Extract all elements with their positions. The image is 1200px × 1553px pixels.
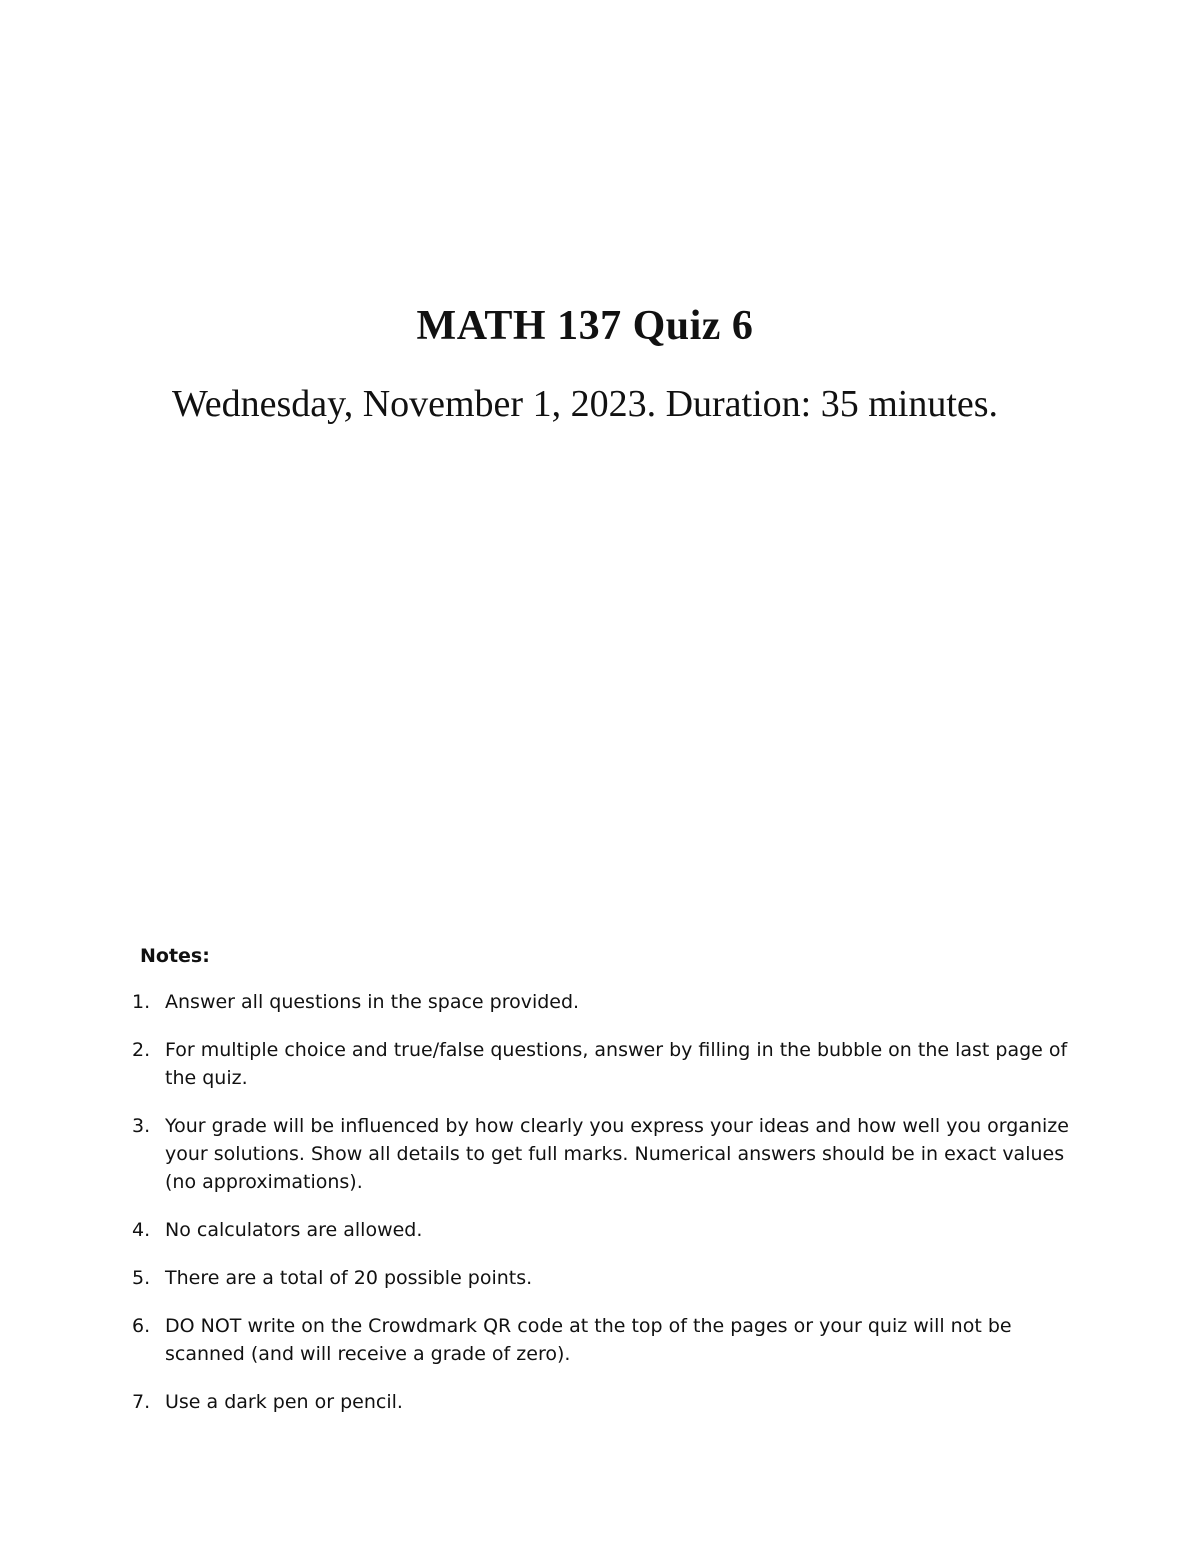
page-title: MATH 137 Quiz 6 [416,303,754,349]
note-number: 4. [132,1219,151,1241]
note-text: There are a total of 20 possible points. [165,1267,533,1289]
note-number: 2. [132,1039,151,1061]
notes-section [132,942,1072,1436]
note-item-7 [132,1388,1072,1416]
note-text: Use a dark pen or pencil. [165,1391,403,1413]
note-item-2 [132,1036,1072,1092]
notes-list [132,988,1072,1416]
note-item-1 [132,988,1072,1016]
note-number: 6. [132,1315,151,1337]
note-text: DO NOT write on the Crowdmark QR code at the top of the pages or your quiz will not be scanned (and will receive a grade of zero). [165,1315,1012,1365]
page-subtitle: Wednesday, November 1, 2023. Duration: 35 minutes. [171,383,999,425]
note-number: 3. [132,1115,151,1137]
note-item-4 [132,1216,1072,1244]
note-number: 1. [132,991,151,1013]
note-number: 5. [132,1267,151,1289]
note-text: No calculators are allowed. [165,1219,423,1241]
notes-heading: Notes: [140,945,210,967]
note-text: For multiple choice and true/false questions, answer by filling in the bubble on the last page of the quiz. [165,1039,1068,1089]
note-item-6 [132,1312,1072,1368]
note-text: Your grade will be influenced by how clearly you express your ideas and how well you organize your solutions. Show all details to get full marks. Numerical answers should be in exact values (no approximations). [165,1115,1069,1193]
note-item-5 [132,1264,1072,1292]
note-item-3 [132,1112,1072,1196]
note-number: 7. [132,1391,151,1413]
note-text: Answer all questions in the space provided. [165,991,580,1013]
